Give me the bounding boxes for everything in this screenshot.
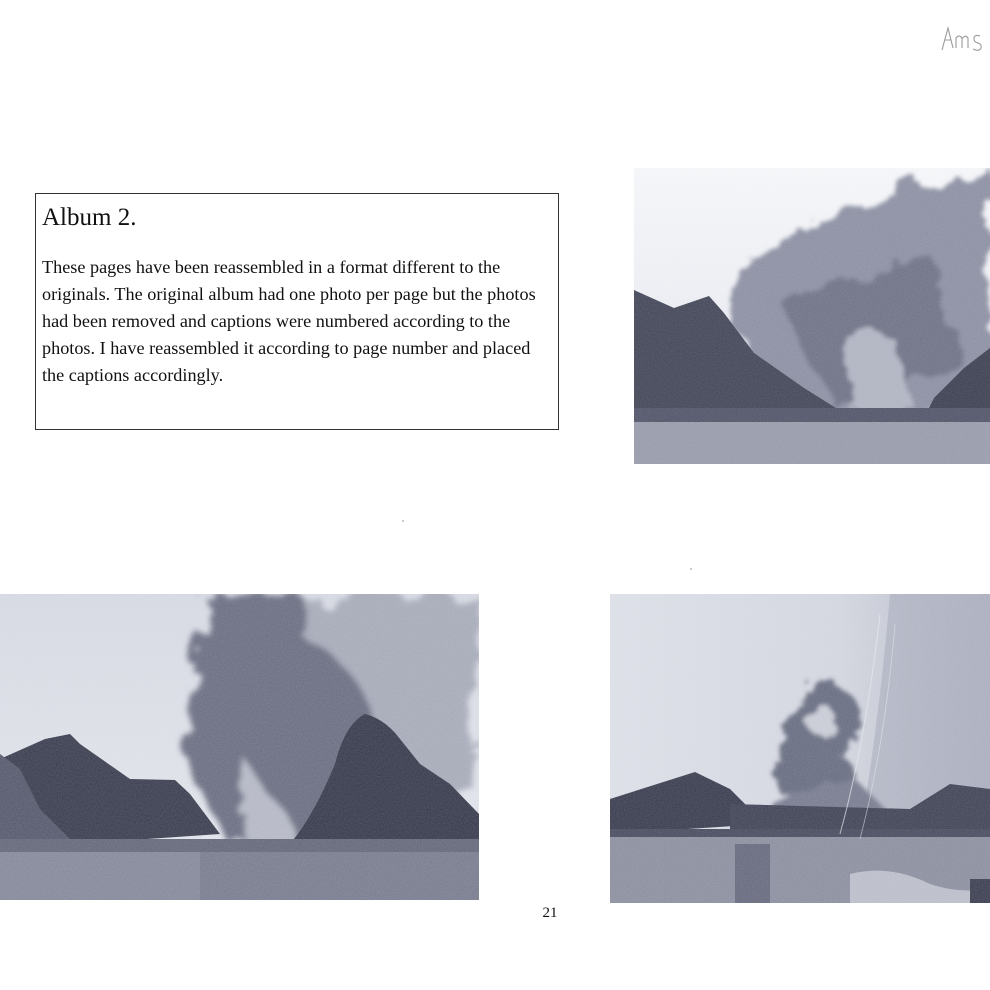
photo-eruption-bottom-left xyxy=(0,594,479,900)
handwritten-ams-icon xyxy=(938,22,988,54)
photo-eruption-top-right xyxy=(634,168,990,464)
page-number: 21 xyxy=(542,905,558,921)
volcano-photo-icon xyxy=(610,594,990,903)
volcano-photo-icon xyxy=(0,594,479,900)
scan-speck xyxy=(402,520,404,522)
album-description: These pages have been reassembled in a format different to the originals. The original album had one photo per page but the photos had been removed and captions were numbered according to the photos. I have reassembled it according to page number and placed the captions accordingly. xyxy=(42,257,536,385)
scan-speck xyxy=(690,568,692,570)
volcano-photo-icon xyxy=(634,168,990,464)
album-title: Album 2. xyxy=(42,204,137,231)
album-intro-box xyxy=(35,193,559,430)
handwritten-note xyxy=(938,22,988,54)
photo-eruption-bottom-right xyxy=(610,594,990,903)
